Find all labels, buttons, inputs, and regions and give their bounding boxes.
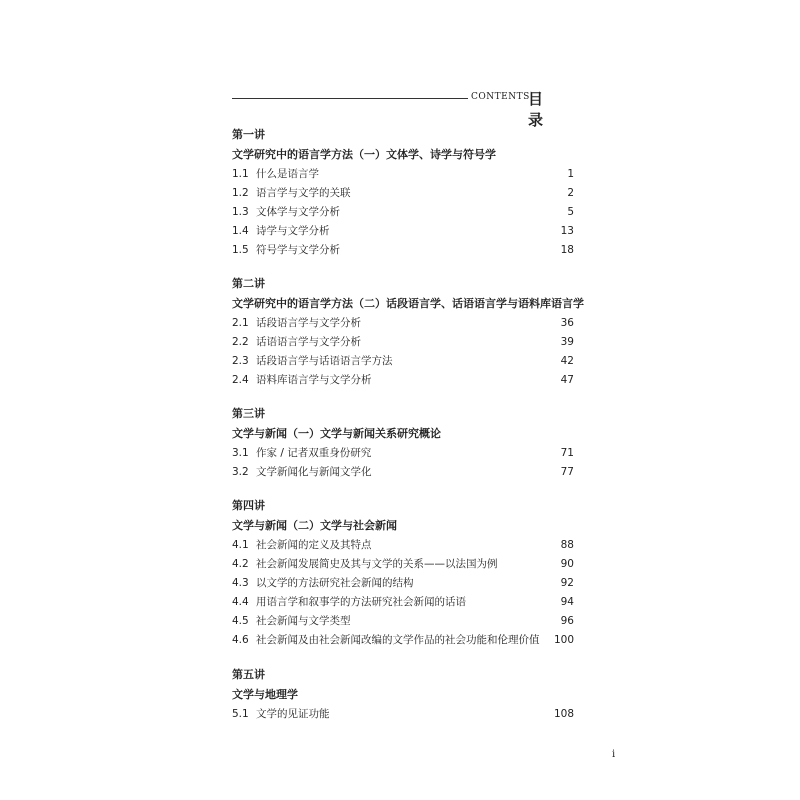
lecture-label: 第一讲 bbox=[232, 128, 265, 141]
entry-page: 77 bbox=[560, 466, 574, 478]
toc-entry[interactable] bbox=[232, 204, 574, 223]
toc-entry[interactable] bbox=[232, 464, 574, 483]
entry-number: 5.1 bbox=[232, 708, 249, 720]
entry-title: 社会新闻及由社会新闻改编的文学作品的社会功能和伦理价值 bbox=[256, 634, 540, 646]
toc-entry[interactable] bbox=[232, 315, 574, 334]
entry-page: 108 bbox=[553, 708, 574, 720]
entry-number: 4.4 bbox=[232, 596, 249, 608]
entry-number: 4.5 bbox=[232, 615, 249, 627]
toc-entry[interactable] bbox=[232, 706, 574, 725]
entry-page: 36 bbox=[560, 317, 574, 329]
entry-title: 社会新闻发展简史及其与文学的关系——以法国为例 bbox=[256, 558, 498, 570]
toc-entry[interactable] bbox=[232, 632, 574, 651]
toc-entry[interactable] bbox=[232, 613, 574, 632]
entry-title: 诗学与文学分析 bbox=[256, 225, 330, 237]
entry-title: 社会新闻与文学类型 bbox=[256, 615, 351, 627]
entry-title: 文学的见证功能 bbox=[256, 708, 330, 720]
toc-entry[interactable] bbox=[232, 537, 574, 556]
entry-title: 社会新闻的定义及其特点 bbox=[256, 539, 372, 551]
toc-entry[interactable] bbox=[232, 575, 574, 594]
entry-number: 4.6 bbox=[232, 634, 249, 646]
toc-section-2 bbox=[232, 277, 584, 391]
lecture-title: 文学与新闻（二）文学与社会新闻 bbox=[232, 519, 397, 532]
entry-number: 4.1 bbox=[232, 539, 249, 551]
toc-entry[interactable] bbox=[232, 242, 574, 261]
entry-page: 96 bbox=[560, 615, 574, 627]
toc-entry[interactable] bbox=[232, 185, 574, 204]
toc-section-1 bbox=[232, 128, 574, 261]
header-rule bbox=[232, 98, 468, 99]
lecture-title: 文学与地理学 bbox=[232, 688, 298, 701]
toc-header bbox=[232, 88, 574, 129]
lecture-title: 文学研究中的语言学方法（二）话段语言学、话语语言学与语料库语言学 bbox=[232, 297, 584, 310]
entry-number: 4.3 bbox=[232, 577, 249, 589]
entry-page: 42 bbox=[560, 355, 574, 367]
lecture-label: 第五讲 bbox=[232, 668, 265, 681]
toc-entry[interactable] bbox=[232, 353, 574, 372]
entry-page: 94 bbox=[560, 596, 574, 608]
entry-page: 1 bbox=[567, 168, 574, 180]
entry-title: 话段语言学与文学分析 bbox=[256, 317, 361, 329]
entry-title: 语料库语言学与文学分析 bbox=[256, 374, 372, 386]
toc-entry[interactable] bbox=[232, 445, 574, 464]
entry-title: 文体学与文学分析 bbox=[256, 206, 340, 218]
entry-number: 2.2 bbox=[232, 336, 249, 348]
entry-page: 92 bbox=[560, 577, 574, 589]
entry-title: 话段语言学与话语语言学方法 bbox=[256, 355, 393, 367]
lecture-label: 第四讲 bbox=[232, 499, 265, 512]
toc-entry[interactable] bbox=[232, 594, 574, 613]
entry-number: 1.2 bbox=[232, 187, 249, 199]
entry-page: 5 bbox=[567, 206, 574, 218]
toc-entry[interactable] bbox=[232, 372, 574, 391]
entry-page: 88 bbox=[560, 539, 574, 551]
entry-title: 用语言学和叙事学的方法研究社会新闻的话语 bbox=[256, 596, 466, 608]
entry-title: 作家 / 记者双重身份研究 bbox=[256, 447, 372, 459]
entry-page: 18 bbox=[560, 244, 574, 256]
entry-title: 语言学与文学的关联 bbox=[256, 187, 351, 199]
entry-page: 13 bbox=[560, 225, 574, 237]
contents-label: CONTENTS bbox=[471, 92, 530, 102]
entry-title: 话语语言学与文学分析 bbox=[256, 336, 361, 348]
entry-page: 100 bbox=[553, 634, 574, 646]
page-number: i bbox=[612, 749, 616, 760]
toc-section-5 bbox=[232, 668, 574, 725]
entry-number: 1.5 bbox=[232, 244, 249, 256]
entry-title: 以文学的方法研究社会新闻的结构 bbox=[256, 577, 414, 589]
page-title: 目 录 bbox=[528, 90, 554, 129]
lecture-label: 第三讲 bbox=[232, 407, 265, 420]
toc-entry[interactable] bbox=[232, 223, 574, 242]
toc-entry[interactable] bbox=[232, 334, 574, 353]
lecture-title: 文学与新闻（一）文学与新闻关系研究概论 bbox=[232, 427, 441, 440]
toc-entry[interactable] bbox=[232, 166, 574, 185]
lecture-label: 第二讲 bbox=[232, 277, 265, 290]
entry-number: 3.2 bbox=[232, 466, 249, 478]
entry-title: 什么是语言学 bbox=[256, 168, 319, 180]
entry-page: 47 bbox=[560, 374, 574, 386]
entry-page: 90 bbox=[560, 558, 574, 570]
entry-number: 2.1 bbox=[232, 317, 249, 329]
entry-number: 2.4 bbox=[232, 374, 249, 386]
entry-number: 3.1 bbox=[232, 447, 249, 459]
toc-section-3 bbox=[232, 407, 574, 483]
toc-section-4 bbox=[232, 499, 574, 651]
entry-title: 文学新闻化与新闻文学化 bbox=[256, 466, 372, 478]
entry-page: 71 bbox=[560, 447, 574, 459]
entry-number: 1.3 bbox=[232, 206, 249, 218]
entry-number: 1.1 bbox=[232, 168, 249, 180]
entry-page: 39 bbox=[560, 336, 574, 348]
entry-title: 符号学与文学分析 bbox=[256, 244, 340, 256]
entry-number: 1.4 bbox=[232, 225, 249, 237]
entry-number: 2.3 bbox=[232, 355, 249, 367]
entry-number: 4.2 bbox=[232, 558, 249, 570]
toc-entry[interactable] bbox=[232, 556, 574, 575]
entry-page: 2 bbox=[567, 187, 574, 199]
lecture-title: 文学研究中的语言学方法（一）文体学、诗学与符号学 bbox=[232, 148, 496, 161]
